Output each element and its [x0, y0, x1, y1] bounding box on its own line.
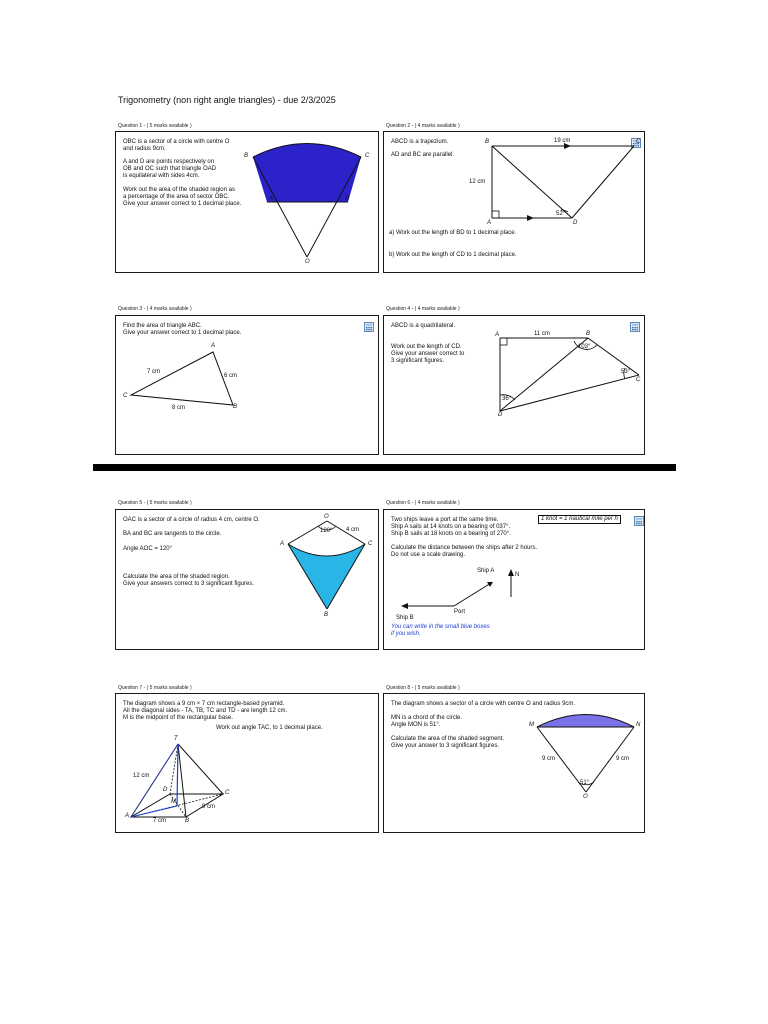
- q3-label-ca: 7 cm: [147, 369, 161, 375]
- q4-card: [383, 315, 645, 455]
- q5-shaded-region: [288, 544, 365, 609]
- q2-text-2: AD and BC are parallel.: [391, 152, 455, 158]
- q1-card: [115, 131, 379, 273]
- q3-label-b: B: [233, 404, 238, 410]
- q6-note: 1 knot = 1 nautical mile per h: [538, 515, 621, 524]
- q8-header: Question 8 - ( 5 marks available ): [386, 685, 460, 691]
- q1-text-5: is equilateral with sides 4cm.: [123, 173, 200, 179]
- q6-card: [383, 509, 645, 650]
- q5-card: [115, 509, 379, 650]
- q5-text-1: OAC is a sector of a circle of radius 4 cm, centre O.: [123, 517, 260, 523]
- q2-label-ab: 12 cm: [469, 179, 486, 185]
- q7-header: Question 7 - ( 5 marks available ): [118, 685, 192, 691]
- q6-blue-note-2: if you wish.: [391, 631, 421, 637]
- q5-text-4: Calculate the area of the shaded region.: [123, 574, 230, 580]
- q8-label-n: N: [636, 722, 641, 728]
- q2-part-a: a) Work out the length of BD to 1 decimal place.: [389, 230, 517, 236]
- q8-label-angle: 51°: [580, 780, 590, 786]
- q4-text-2: Work out the length of CD.: [391, 344, 462, 350]
- q5-label-a: A: [280, 541, 285, 547]
- q2-text-1: ABCD is a trapezium.: [391, 139, 449, 145]
- q8-label-m: M: [529, 722, 534, 728]
- q6-label-north: N: [515, 572, 520, 578]
- q8-text-1: The diagram shows a sector of a circle with centre O and radius 9cm.: [391, 701, 576, 707]
- q4-label-angle-d: 36°: [502, 396, 512, 402]
- q7-label-b: B: [185, 818, 190, 824]
- q8-label-om: 9 cm: [542, 756, 556, 762]
- q3-label-a: A: [211, 343, 216, 349]
- q3-label-ab: 6 cm: [224, 373, 238, 379]
- q6-label-ship-b: Ship B: [396, 615, 414, 621]
- q6-label-port: Port: [454, 609, 466, 615]
- q6-text-3: Ship B sails at 18 knots on a bearing of 270°.: [391, 531, 511, 537]
- q2-label-c: C: [636, 139, 641, 145]
- q7-text-4: Work out angle TAC, to 1 decimal place.: [216, 725, 323, 731]
- q7-label-bc: 9 cm: [202, 804, 216, 810]
- q8-text-4: Calculate the area of the shaded segment.: [391, 736, 505, 742]
- q6-text-2: Ship A sails at 14 knots on a bearing of 037°.: [391, 524, 511, 530]
- q1-text-8: Give your answer correct to 1 decimal place.: [123, 201, 242, 207]
- q1-header: Question 1 - ( 5 marks available ): [118, 123, 192, 129]
- q1-shaded-region: [253, 144, 361, 203]
- q7-label-c: C: [225, 790, 230, 796]
- q2-part-b: b) Work out the length of CD to 1 decimal place.: [389, 252, 517, 258]
- q3-label-c: C: [123, 393, 128, 399]
- q2-label-angle: 52°: [556, 211, 566, 217]
- q2-label-a: A: [487, 220, 492, 226]
- q3-diagram: [116, 316, 380, 456]
- q5-label-b: B: [324, 612, 329, 618]
- q8-text-3: Angle MON is 51°.: [391, 722, 441, 728]
- q6-blue-note-1: You can write in the small blue boxes: [391, 624, 490, 630]
- q4-label-angle-b: 103°: [578, 344, 591, 350]
- q1-text-2: and radius 9cm.: [123, 146, 166, 152]
- q2-label-b: B: [485, 139, 490, 145]
- q5-diagram: [116, 510, 380, 651]
- q1-text-3: A and D are points respectively on: [123, 159, 215, 165]
- q7-diagram: [116, 694, 380, 834]
- q3-card: [115, 315, 379, 455]
- q5-label-o: O: [324, 514, 329, 520]
- q4-text-1: ABCD is a quadrilateral.: [391, 323, 456, 329]
- q7-text-3: M is the midpoint of the rectangular base.: [123, 715, 234, 721]
- q8-text-2: MN is a chord of the circle.: [391, 715, 463, 721]
- q3-label-cb: 8 cm: [172, 405, 186, 411]
- q5-text-5: Give your answers correct to 3 significant figures.: [123, 581, 255, 587]
- q3-text-2: Give your answer correct to 1 decimal place.: [123, 330, 242, 336]
- q4-text-4: 3 significant figures.: [391, 358, 445, 364]
- q7-label-t: T: [174, 736, 178, 742]
- q4-header: Question 4 - ( 4 marks available ): [386, 306, 460, 312]
- q2-label-bc: 19 cm: [554, 138, 571, 144]
- q5-label-angle: 120°: [320, 528, 333, 534]
- q4-diagram: [384, 316, 646, 456]
- q6-header: Question 6 - ( 4 marks available ): [386, 500, 460, 506]
- q7-text-1: The diagram shows a 9 cm × 7 cm rectangle-based pyramid.: [123, 701, 285, 707]
- q7-label-ab: 7 cm: [153, 818, 167, 824]
- q6-text-4: Calculate the distance between the ships after 2 hours.: [391, 545, 538, 551]
- q2-header: Question 2 - ( 4 marks available ): [386, 123, 460, 129]
- q4-label-d: D: [498, 412, 503, 418]
- q5-label-c: C: [368, 541, 373, 547]
- q8-card: [383, 693, 645, 833]
- q8-label-on: 9 cm: [616, 756, 630, 762]
- q4-label-ab: 11 cm: [534, 331, 550, 337]
- q8-label-o: O: [583, 794, 588, 800]
- q5-header: Question 5 - ( 5 marks available ): [118, 500, 192, 506]
- q4-label-angle-c: 53°: [621, 369, 631, 375]
- q8-diagram: [384, 694, 646, 834]
- q4-label-a: A: [495, 332, 500, 338]
- q5-label-radius: 4 cm: [346, 527, 360, 533]
- q4-label-b: B: [586, 331, 591, 337]
- q6-label-ship-a: Ship A: [477, 568, 495, 574]
- q1-label-c: C: [365, 153, 370, 159]
- q1-label-b: B: [244, 153, 249, 159]
- q1-label-d: D: [345, 196, 350, 202]
- q4-label-c: C: [636, 377, 641, 383]
- q1-label-o: O: [305, 259, 310, 265]
- q2-label-d: D: [573, 220, 578, 226]
- q6-text-5: Do not use a scale drawing.: [391, 552, 466, 558]
- q7-label-d: D: [163, 787, 168, 793]
- q1-text-1: OBC is a sector of a circle with centre O: [123, 139, 230, 145]
- q7-text-2: All the diagonal sides - TA, TB, TC and TD - are length 12 cm.: [123, 708, 288, 714]
- q7-card: [115, 693, 379, 833]
- q3-header: Question 3 - ( 4 marks available ): [118, 306, 192, 312]
- q3-text-1: Find the area of triangle ABC.: [123, 323, 202, 329]
- q5-text-3: Angle AOC = 120°: [123, 546, 172, 552]
- q1-text-4: OB and OC such that triangle OAD: [123, 166, 217, 172]
- q1-label-a: A: [269, 196, 274, 202]
- q4-text-3: Give your answer correct to: [391, 351, 465, 357]
- q7-label-edge: 12 cm: [133, 773, 150, 779]
- section-divider: [93, 464, 676, 471]
- q2-card: [383, 131, 645, 273]
- q1-text-7: a percentage of the area of sector OBC.: [123, 194, 230, 200]
- q1-text-6: Work out the area of the shaded region as: [123, 187, 235, 193]
- q8-text-5: Give your answer to 3 significant figures.: [391, 743, 500, 749]
- q6-text-1: Two ships leave a port at the same time.: [391, 517, 499, 523]
- page-title: Trigonometry (non right angle triangles) - due 2/3/2025: [118, 95, 336, 105]
- q7-label-m: M: [171, 799, 176, 805]
- q7-label-a: A: [125, 813, 130, 819]
- q5-text-2: BA and BC are tangents to the circle.: [123, 531, 222, 537]
